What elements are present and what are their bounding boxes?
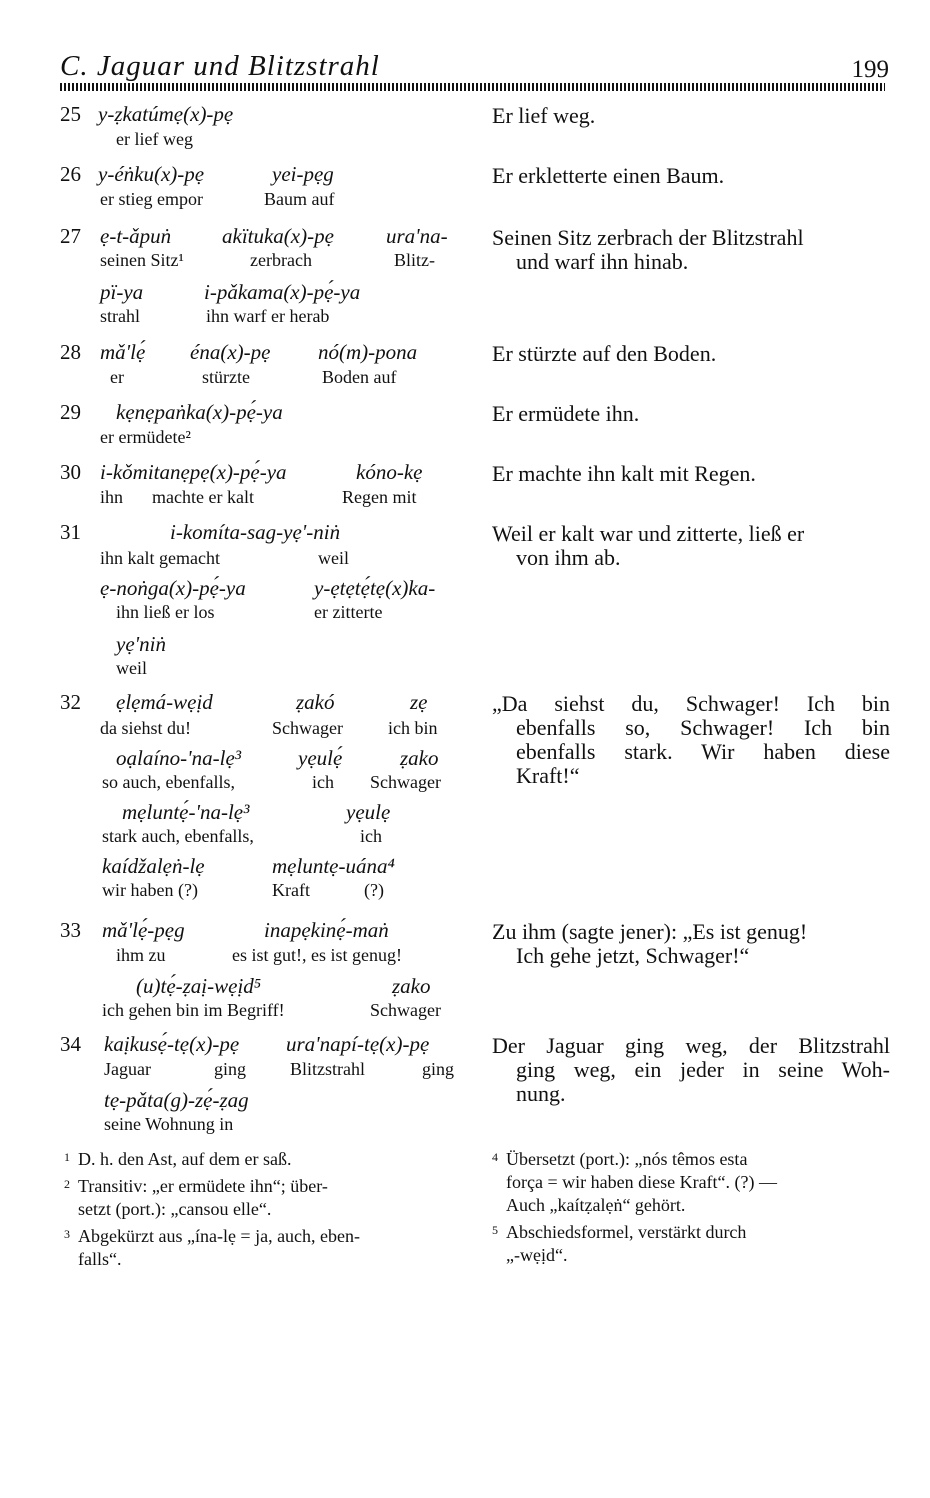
footnote-line: força = wir haben diese Kraft“. (?) — bbox=[506, 1172, 778, 1192]
gloss: Baum auf bbox=[264, 189, 335, 209]
gloss: Regen mit bbox=[342, 487, 417, 507]
footnote-line: „-wẹịd“. bbox=[506, 1245, 568, 1265]
native-word: i-komíta-sag-yẹ'-niṅ bbox=[170, 520, 341, 544]
gloss: ihn warf er herab bbox=[206, 306, 330, 326]
native-word: ẹlẹmá-wẹịd bbox=[116, 690, 213, 714]
gloss: ging bbox=[422, 1059, 455, 1079]
translation-line: nung. bbox=[516, 1081, 566, 1106]
footnote-line: Übersetzt (port.): „nós têmos esta bbox=[506, 1149, 748, 1169]
gloss: er stieg empor bbox=[100, 189, 203, 209]
footnote-mark: 4 bbox=[492, 1150, 498, 1164]
footnote-5 bbox=[492, 1221, 892, 1267]
native-word: i-pǎkama(x)-pẹ́-ya bbox=[204, 280, 361, 304]
translation-line: Zu ihm (sagte jener): „Es ist genug! bbox=[492, 919, 808, 944]
translation-line: Der Jaguar ging weg, der Blitzstrahl bbox=[492, 1033, 890, 1058]
footnote-mark: 3 bbox=[64, 1227, 70, 1241]
translation-line: Er erkletterte einen Baum. bbox=[492, 163, 725, 188]
gloss: ich bin bbox=[388, 718, 438, 738]
translation bbox=[492, 402, 890, 426]
gloss: machte er kalt bbox=[152, 487, 254, 507]
native-word: mẹluntẹ-uána⁴ bbox=[272, 854, 395, 878]
gloss: ging bbox=[214, 1059, 247, 1079]
gloss: ihn ließ er los bbox=[116, 602, 215, 622]
native-word: ura'napí-tẹ(x)-pẹ bbox=[286, 1032, 430, 1056]
native-word: yei-pẹg bbox=[272, 162, 334, 186]
gloss: seine Wohnung in bbox=[104, 1114, 234, 1134]
gloss: zerbrach bbox=[250, 250, 312, 270]
gloss: ihn kalt gemacht bbox=[100, 548, 220, 568]
line-number: 25 bbox=[60, 102, 81, 126]
gloss: wir haben (?) bbox=[102, 880, 198, 900]
native-word: kaịkusẹ́-tẹ(x)-pẹ bbox=[104, 1032, 240, 1056]
translation bbox=[492, 1034, 890, 1106]
translation bbox=[492, 164, 890, 188]
gloss: er zitterte bbox=[314, 602, 383, 622]
translation-line: von ihm ab. bbox=[516, 545, 621, 570]
native-word: akïtuka(x)-pẹ bbox=[222, 224, 334, 248]
translation-line: und warf ihn hinab. bbox=[516, 249, 689, 274]
translation-line: Er ermüdete ihn. bbox=[492, 401, 640, 426]
footnote-line: setzt (port.): „cansou elle“. bbox=[78, 1199, 272, 1219]
translation-line: ebenfalls stark. Wir haben diese bbox=[516, 739, 890, 764]
line-number: 31 bbox=[60, 520, 81, 544]
gloss: er ermüdete² bbox=[100, 427, 191, 447]
translation bbox=[492, 342, 890, 366]
footnote-1 bbox=[64, 1148, 464, 1171]
native-word: zẹ bbox=[410, 690, 428, 714]
native-word: yẹulẹ bbox=[346, 800, 391, 824]
gloss: ich gehen bin im Begriff! bbox=[102, 1000, 285, 1020]
native-word: mǎ'lẹ́ bbox=[100, 340, 146, 364]
translation bbox=[492, 692, 890, 788]
native-word: kaídžalẹṅ-lẹ bbox=[102, 854, 205, 878]
line-number: 29 bbox=[60, 400, 81, 424]
native-word: ura'na- bbox=[386, 224, 448, 248]
footnote-mark: 2 bbox=[64, 1177, 70, 1191]
page-number: 199 bbox=[851, 56, 889, 83]
footnotes-right-column bbox=[492, 1148, 892, 1271]
line-number: 32 bbox=[60, 690, 81, 714]
native-word: (u)tẹ́-ẓaị-wẹịd⁵ bbox=[136, 974, 262, 998]
footnote-line: Abgekürzt aus „ína-lẹ = ja, auch, eben- bbox=[78, 1226, 361, 1246]
footnote-line: Transitiv: „er ermüdete ihn“; über- bbox=[78, 1176, 328, 1196]
footnote-4 bbox=[492, 1148, 892, 1217]
translation-line: Ich gehe jetzt, Schwager!“ bbox=[516, 943, 750, 968]
translation-line: Weil er kalt war und zitterte, ließ er bbox=[492, 521, 805, 546]
translation bbox=[492, 104, 890, 128]
gloss: er bbox=[110, 367, 124, 387]
native-word: kẹnẹpaṅka(x)-pẹ́-ya bbox=[116, 400, 283, 424]
native-word: i-kǒmitanẹpẹ(x)-pẹ́-ya bbox=[100, 460, 287, 484]
gloss: ihn bbox=[100, 487, 124, 507]
footnote-mark: 1 bbox=[64, 1150, 70, 1164]
footnote-line: Auch „kaítẓalẹṅ“ gehört. bbox=[506, 1195, 686, 1215]
translation bbox=[492, 462, 890, 486]
gloss: ich bbox=[360, 826, 382, 846]
native-word: mǎ'lẹ́-pẹg bbox=[102, 918, 185, 942]
translation bbox=[492, 226, 890, 274]
translation-line: „Da siehst du, Schwager! Ich bin bbox=[492, 691, 890, 716]
gloss: Jaguar bbox=[104, 1059, 151, 1079]
gloss: so auch, ebenfalls, bbox=[102, 772, 235, 792]
native-word: inapẹkinẹ́-maṅ bbox=[264, 918, 389, 942]
gloss: er lief weg bbox=[116, 129, 193, 149]
native-word: ẓako bbox=[400, 746, 439, 770]
gloss: stürzte bbox=[202, 367, 250, 387]
footnote-line: falls“. bbox=[78, 1249, 122, 1269]
translation-line: ebenfalls so, Schwager! Ich bin bbox=[516, 715, 890, 740]
native-word: yẹ'niṅ bbox=[116, 632, 166, 656]
gloss: weil bbox=[318, 548, 349, 568]
footnotes-left-column bbox=[64, 1148, 464, 1275]
gloss: weil bbox=[116, 658, 147, 678]
translation-line: ging weg, ein jeder in seine Woh- bbox=[516, 1057, 890, 1082]
line-number: 30 bbox=[60, 460, 81, 484]
native-word: ẓakó bbox=[296, 690, 335, 714]
native-word: nó(m)-pona bbox=[318, 340, 418, 364]
native-word: y-éṅku(x)-pẹ bbox=[98, 162, 205, 186]
native-word: ẹ-t-ǎpuṅ bbox=[100, 224, 172, 248]
gloss: strahl bbox=[100, 306, 140, 326]
footnote-line: Abschiedsformel, verstärkt durch bbox=[506, 1222, 747, 1242]
native-word: oạlaíno-'na-lẹ³ bbox=[116, 746, 242, 770]
gloss: Schwager bbox=[370, 1000, 441, 1020]
native-word: y-ẹtẹtẹ́tẹ(x)ka- bbox=[314, 576, 436, 600]
gloss: (?) bbox=[364, 880, 384, 900]
native-word: kóno-kẹ bbox=[356, 460, 423, 484]
native-word: mẹluntẹ́-'na-lẹ³ bbox=[122, 800, 250, 824]
line-number: 27 bbox=[60, 224, 81, 248]
footnote-3 bbox=[64, 1225, 464, 1271]
gloss: Kraft bbox=[272, 880, 310, 900]
native-word: éna(x)-pẹ bbox=[190, 340, 271, 364]
gloss: stark auch, ebenfalls, bbox=[102, 826, 254, 846]
native-word: pï-ya bbox=[100, 280, 144, 304]
line-number: 26 bbox=[60, 162, 81, 186]
translation-line: Kraft!“ bbox=[516, 763, 580, 788]
native-word: y-ẓkatúmẹ(x)-pẹ bbox=[98, 102, 234, 126]
translation bbox=[492, 920, 890, 968]
footnote-mark: 5 bbox=[492, 1223, 498, 1237]
gloss: Boden auf bbox=[322, 367, 397, 387]
line-number: 33 bbox=[60, 918, 81, 942]
native-word: ẓako bbox=[392, 974, 431, 998]
gloss: Schwager bbox=[272, 718, 343, 738]
native-word: tẹ-pǎta(g)-zẹ́-ẓag bbox=[104, 1088, 249, 1112]
gloss: Schwager bbox=[370, 772, 441, 792]
translation bbox=[492, 522, 890, 570]
translation-line: Seinen Sitz zerbrach der Blitzstrahl bbox=[492, 225, 804, 250]
footnote-2 bbox=[64, 1175, 464, 1221]
native-word: yẹulẹ́ bbox=[298, 746, 343, 770]
gloss: ich bbox=[312, 772, 334, 792]
footnote-line: D. h. den Ast, auf dem er saß. bbox=[78, 1149, 292, 1169]
gloss: seinen Sitz¹ bbox=[100, 250, 184, 270]
gloss: Blitzstrahl bbox=[290, 1059, 365, 1079]
translation-line: Er machte ihn kalt mit Regen. bbox=[492, 461, 756, 486]
gloss: ihm zu bbox=[116, 945, 166, 965]
gloss: es ist gut!, es ist genug! bbox=[232, 945, 402, 965]
native-word: ẹ-noṅga(x)-pẹ́-ya bbox=[100, 576, 246, 600]
running-title: C. Jaguar und Blitzstrahl bbox=[60, 50, 380, 82]
gloss: Blitz- bbox=[394, 250, 435, 270]
line-number: 28 bbox=[60, 340, 81, 364]
line-number: 34 bbox=[60, 1032, 81, 1056]
header-rule bbox=[60, 83, 885, 91]
gloss: da siehst du! bbox=[100, 718, 191, 738]
translation-line: Er stürzte auf den Boden. bbox=[492, 341, 717, 366]
translation-line: Er lief weg. bbox=[492, 103, 596, 128]
